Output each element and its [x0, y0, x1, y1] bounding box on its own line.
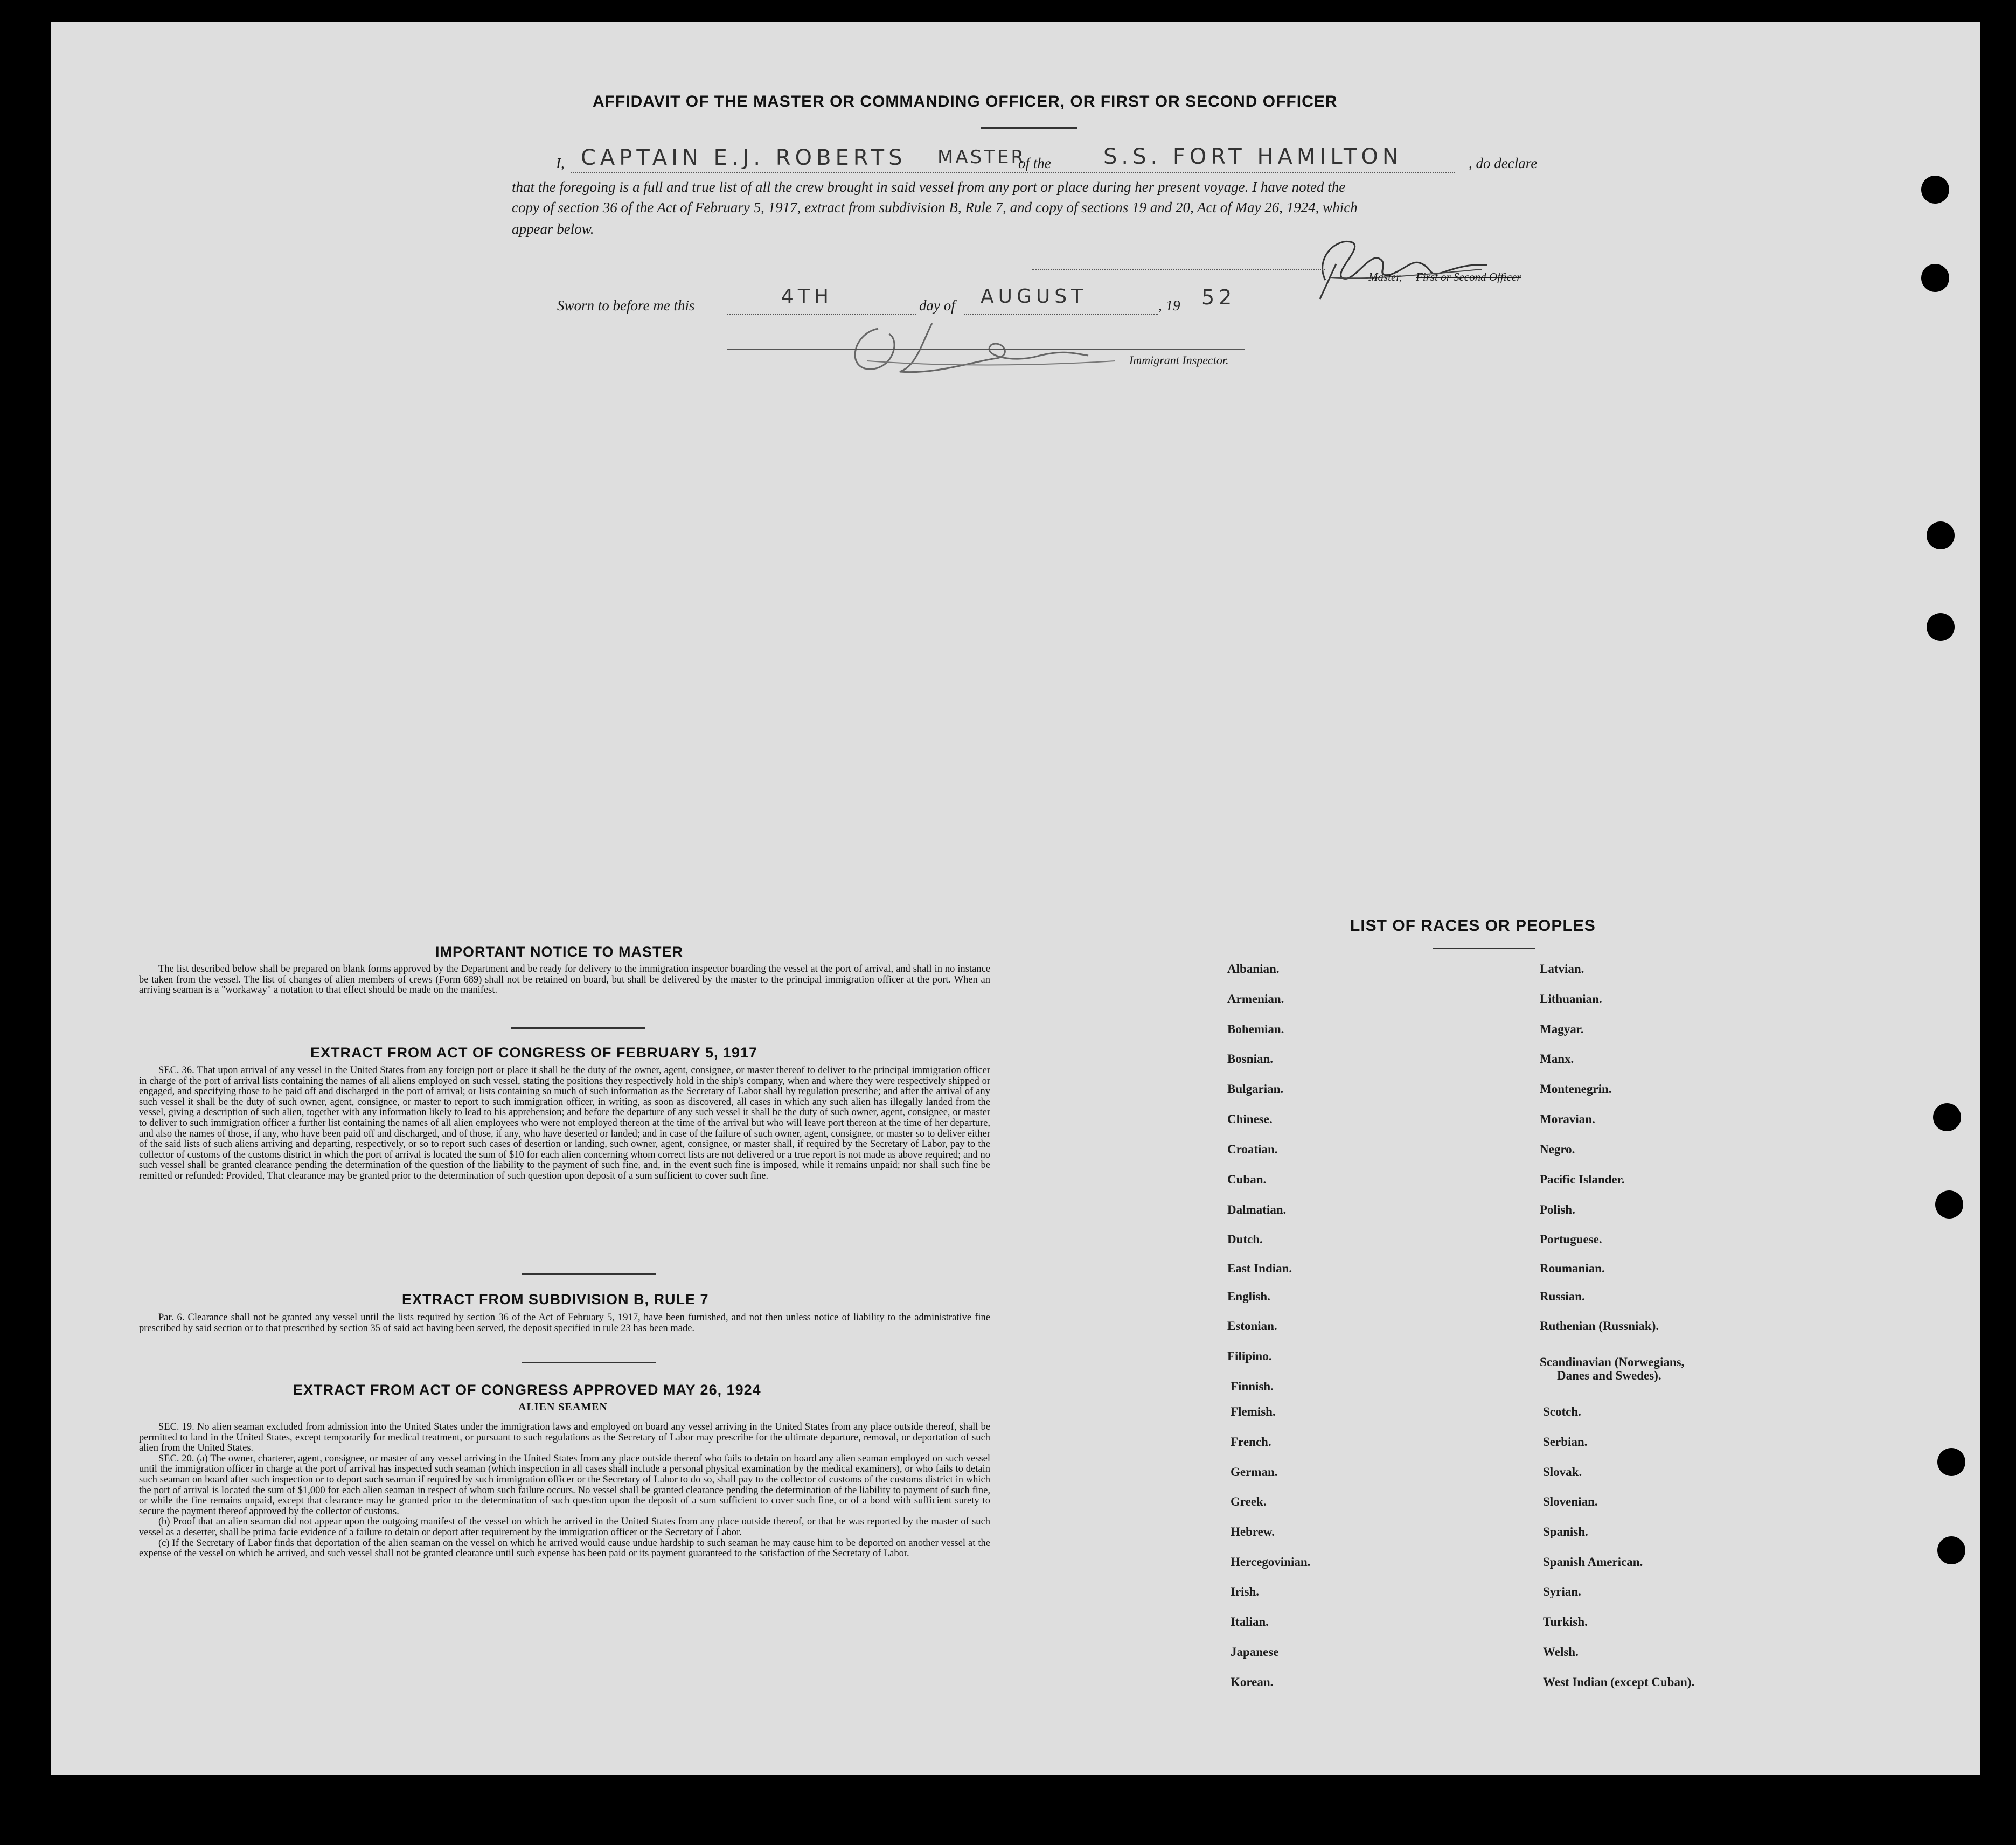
affidavit-title: AFFIDAVIT OF THE MASTER OR COMMANDING OFFICER, OR FIRST OR SECOND OFFICER: [593, 93, 1338, 110]
race-item: Japanese: [1231, 1645, 1279, 1659]
do-declare-label: , do declare: [1469, 155, 1538, 171]
race-item: Dutch.: [1227, 1233, 1263, 1246]
notice-paragraph: The list described below shall be prepared on blank forms approved by the Department and be ready for delivery to the immigration inspector boarding the vessel at the port of arrival, and shall in no instance be taken from the vessel. The list of changes of alien members of crews (Form 689) shall not be retained on board, but shall be delivered by the master to the principal immigration officer at the port. When an arriving seaman is a "workaway" a notation to that effect should be made on the manifest.: [139, 964, 990, 996]
master-caption: Master,: [1368, 270, 1402, 283]
race-item: Magyar.: [1540, 1022, 1584, 1036]
race-item: Bulgarian.: [1227, 1082, 1284, 1096]
alien-seamen-subtitle: ALIEN SEAMEN: [518, 1401, 608, 1413]
race-item: Cuban.: [1227, 1173, 1267, 1186]
punch-hole: [1933, 1103, 1961, 1131]
section-20b-paragraph: (b) Proof that an alien seaman did not appear upon the outgoing manifest of the vessel on which he arrived in the United States from any place outside thereof, or that he was reported by the master of such vessel as a deserter, shall be prima facie evidence of a failure to detain or deport after requirement by the immigration officer or the Secretary of Labor.: [139, 1516, 990, 1538]
race-item: Korean.: [1231, 1675, 1274, 1689]
notice-title: IMPORTANT NOTICE TO MASTER: [435, 944, 683, 960]
race-item: Portuguese.: [1540, 1233, 1602, 1246]
inspector-caption: Immigrant Inspector.: [1129, 353, 1229, 367]
race-item: Manx.: [1540, 1052, 1574, 1066]
year-prefix: , 19: [1158, 297, 1180, 314]
race-item: Armenian.: [1227, 992, 1284, 1006]
day-of-label: day of: [919, 297, 955, 314]
race-item: Syrian.: [1543, 1585, 1581, 1598]
punch-hole: [1927, 613, 1955, 641]
race-item: Moravian.: [1540, 1112, 1595, 1126]
race-item: French.: [1231, 1435, 1271, 1449]
race-item: Bosnian.: [1227, 1052, 1274, 1066]
race-item: East Indian.: [1227, 1262, 1292, 1275]
divider: [522, 1362, 656, 1363]
race-item: Roumanian.: [1540, 1262, 1605, 1275]
affidavit-body-line1: that the foregoing is a full and true list of all the crew brought in said vessel from any port or place during her present voyage. I have noted the: [512, 179, 1346, 195]
race-item: Spanish American.: [1543, 1555, 1643, 1569]
rule7-text: [139, 1313, 990, 1334]
race-item: Danes and Swedes).: [1557, 1369, 1662, 1382]
race-item: Spanish.: [1543, 1525, 1588, 1538]
extract-1917-text: [139, 1066, 990, 1182]
race-item: Albanian.: [1227, 962, 1280, 976]
section-20a-paragraph: SEC. 20. (a) The owner, charterer, agent, consignee, or master of any vessel arriving in the United States from any place outside thereof who fails to detain on board any alien seaman employed on such vessel until the immigration officer in charge at the port of arrival has inspected such seaman (which inspection in all cases shall include a personal physical examination by the medical examiners), or who fails to detain such seaman on board after such inspection or to deport such seaman if required by such immigration officer or the Secretary of Labor to do so, shall pay to the collector of customs of the customs district in which the port of arrival is located the sum of $1,000 for each alien seaman in respect of whom such failure occurs. No vessel shall be granted clearance pending the determination of the liability to payment of such fine, or while the fine remains unpaid, except that clearance may be granted prior to the determination of such question upon the deposit of a sum sufficient to cover such fine, or of a bond with sufficient surety to secure the payment thereof approved by the collector of customs.: [139, 1453, 990, 1517]
race-item: Polish.: [1540, 1203, 1575, 1216]
affidavit-body-line2: copy of section 36 of the Act of February 5, 1917, extract from subdivision B, Rule 7, and copy of sections 19 and 20, Act of May 26, 1924, which: [512, 199, 1358, 215]
sworn-day: 4TH: [781, 286, 833, 308]
race-item: Hercegovinian.: [1231, 1555, 1311, 1569]
race-item: Chinese.: [1227, 1112, 1273, 1126]
race-item: Flemish.: [1231, 1405, 1276, 1418]
race-item: West Indian (except Cuban).: [1543, 1675, 1695, 1689]
sworn-label: Sworn to before me this: [557, 297, 695, 314]
race-item: Slovenian.: [1543, 1495, 1598, 1508]
races-title: LIST OF RACES OR PEOPLES: [1350, 917, 1596, 935]
declarant-line: [571, 172, 1455, 173]
section-19-paragraph: SEC. 19. No alien seaman excluded from admission into the United States under the immigration laws and employed on board any vessel arriving in the United States from any place outside thereof, shall be permitted to land in the United States, except temporarily for medical treatment, or pursuant to such regulations as the Secretary of Labor may prescribe for the ultimate departure, removal, or deportation of such alien from the United States.: [139, 1422, 990, 1454]
extract-1924-text: [139, 1422, 990, 1559]
race-item: Filipino.: [1227, 1349, 1272, 1363]
rule7-title: EXTRACT FROM SUBDIVISION B, RULE 7: [402, 1291, 709, 1307]
punch-hole: [1935, 1190, 1963, 1219]
i-label: I,: [556, 155, 565, 171]
divider: [522, 1273, 656, 1275]
divider: [511, 1027, 645, 1029]
race-item: Italian.: [1231, 1615, 1269, 1628]
race-item: Scandinavian (Norwegians,: [1540, 1355, 1685, 1369]
race-item: Turkish.: [1543, 1615, 1588, 1628]
struck-officer-caption: First or Second Officer: [1416, 270, 1521, 283]
race-item: Bohemian.: [1227, 1022, 1284, 1036]
inspector-line: [727, 349, 1245, 350]
race-item: Russian.: [1540, 1290, 1585, 1303]
divider: [1433, 948, 1535, 949]
race-item: Finnish.: [1231, 1380, 1274, 1393]
vessel-name: S.S. FORT HAMILTON: [1103, 144, 1403, 169]
extract-1924-title: EXTRACT FROM ACT OF CONGRESS APPROVED MAY 26, 1924: [293, 1382, 761, 1398]
race-item: Negro.: [1540, 1143, 1575, 1156]
declarant-name: CAPTAIN E.J. ROBERTS: [581, 145, 907, 170]
race-item: Welsh.: [1543, 1645, 1579, 1659]
divider: [981, 127, 1077, 129]
paragraph-6: Par. 6. Clearance shall not be granted any vessel until the lists required by section 36 of the Act of February 5, 1917, have been furnished, and not then unless notice of liability to the administrative fine prescribed by said section or to that prescribed by section 35 of said act having been served, the deposit specified in rule 23 has been made.: [139, 1312, 990, 1334]
notice-text: [139, 964, 990, 996]
section-36-paragraph: SEC. 36. That upon arrival of any vessel in the United States from any foreign port or place it shall be the duty of the owner, agent, consignee, or master thereof to deliver to the principal immigration officer in charge of the port of arrival lists containing the names of all aliens employed on such vessel, stating the positions they respectively hold in the ship's company, when and where they were respectively shipped or engaged, and specifying those to be paid off and discharged in the port of arrival; or lists containing so much of such information as the Secretary of Labor shall by regulation prescribe; and after the arrival of any such vessel it shall be the duty of such owner, agent, consignee, or master to report to such immigration officer, in writing, as soon as discovered, all cases in which any such alien has illegally landed from the vessel, giving a description of such alien, together with any information likely to lead to his apprehension; and before the departure of any such vessel it shall be the duty of such owner, agent, consignee, or master to deliver to such immigration officer a further list containing the names of all alien employees who were not employed thereon at the time of the arrival but who will leave port thereon at the time of her departure, and also the names of those, if any, who have been paid off and discharged, and of those, if any, who have deserted or landed; and in case of the failure of such owner, agent, consignee, or master so to deliver either of the said lists of such aliens arriving and departing, respectively, or so to report such cases of desertion or landing, such owner, agent, consignee, or master shall, if required by the Secretary of Labor, pay to the collector of customs of the customs district in which the port of arrival is located the sum of $10 for each alien concerning whom correct lists are not delivered or a true report is not made as above required; and no such vessel shall be granted clearance pending the determination of the question of the liability to the payment of such fine, and, in the event such fine is imposed, while it remains unpaid; nor shall such fine be remitted or refunded: Provided, That clearance may be granted prior to the determination of such question upon deposit of a sum sufficient to cover such fine.: [139, 1065, 990, 1181]
sworn-year: 52: [1201, 286, 1236, 309]
section-20c-paragraph: (c) If the Secretary of Labor finds that deportation of the alien seaman on the vessel on which he arrived would cause undue hardship to such seaman he may cause him to be deported on another vessel at the expense of the vessel on which he arrived, and such vessel shall not be granted clearance until such expense has been paid or its payment guaranteed to the satisfaction of the Secretary of Labor.: [139, 1537, 990, 1559]
master-signature-line: [1032, 269, 1325, 270]
of-the-label: of the: [1018, 155, 1051, 171]
sworn-month: AUGUST: [981, 286, 1088, 308]
affidavit-body-line3: appear below.: [512, 221, 594, 237]
punch-hole: [1921, 264, 1949, 292]
race-item: Dalmatian.: [1227, 1203, 1287, 1216]
declarant-role: MASTER: [937, 147, 1026, 168]
race-item: Serbian.: [1543, 1435, 1588, 1449]
punch-hole: [1927, 521, 1955, 549]
race-item: Montenegrin.: [1540, 1082, 1612, 1096]
master-signature: [1304, 226, 1498, 302]
race-item: Pacific Islander.: [1540, 1173, 1625, 1186]
race-item: Greek.: [1231, 1495, 1267, 1508]
race-item: Slovak.: [1543, 1465, 1582, 1479]
race-item: Hebrew.: [1231, 1525, 1275, 1538]
race-item: Irish.: [1231, 1585, 1260, 1598]
race-item: German.: [1231, 1465, 1278, 1479]
race-item: Croatian.: [1227, 1143, 1278, 1156]
extract-1917-title: EXTRACT FROM ACT OF CONGRESS OF FEBRUARY 5, 1917: [310, 1045, 758, 1061]
race-item: Ruthenian (Russniak).: [1540, 1319, 1659, 1333]
punch-hole: [1937, 1448, 1965, 1476]
race-item: Scotch.: [1543, 1405, 1581, 1418]
race-item: English.: [1227, 1290, 1270, 1303]
race-item: Lithuanian.: [1540, 992, 1602, 1006]
punch-hole: [1937, 1536, 1965, 1564]
punch-hole: [1921, 176, 1949, 204]
race-item: Estonian.: [1227, 1319, 1277, 1333]
inspector-signature: [835, 312, 1137, 382]
race-item: Latvian.: [1540, 962, 1584, 976]
